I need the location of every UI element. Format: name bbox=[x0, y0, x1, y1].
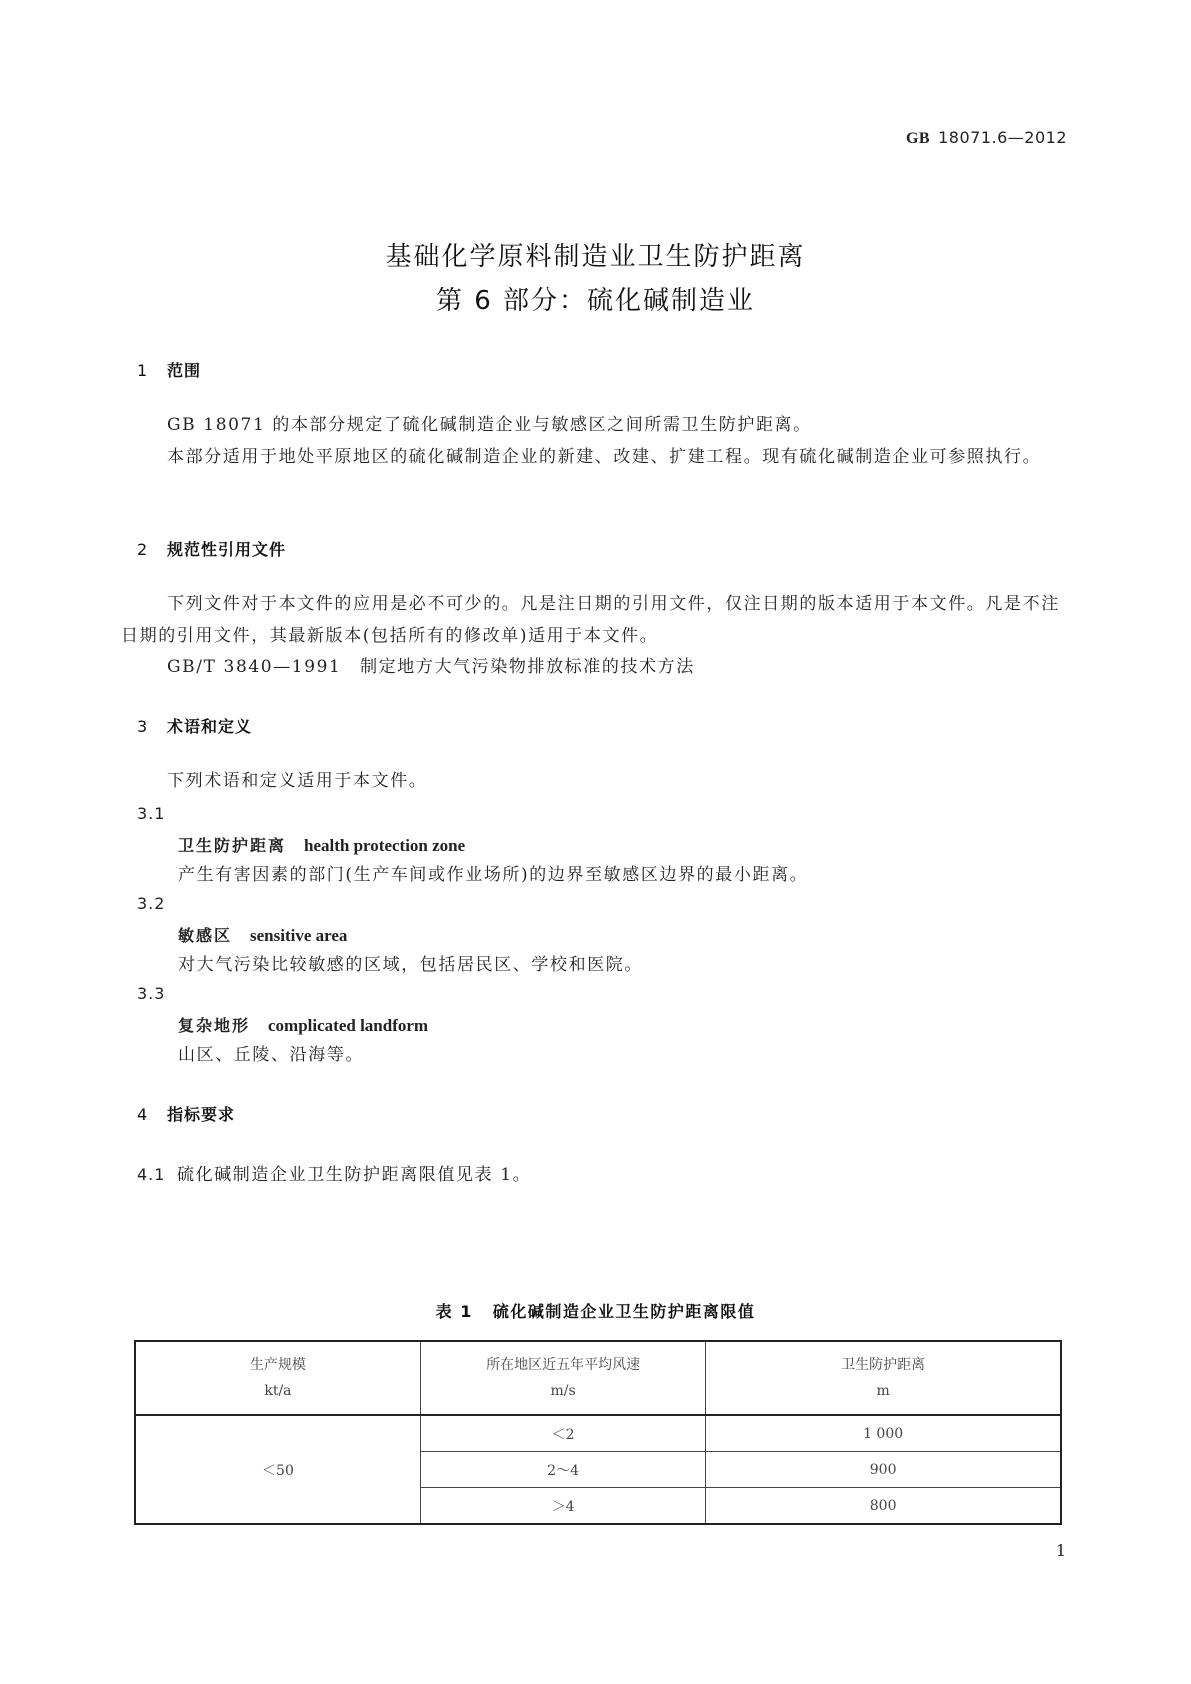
term-entry bbox=[178, 1013, 428, 1036]
term-english: sensitive area bbox=[250, 926, 348, 945]
section-1-paragraph-2: 本部分适用于地处平原地区的硫化碱制造企业的新建、改建、扩建工程。现有硫化碱制造企业可参照执行。 bbox=[167, 447, 1042, 467]
standard-number bbox=[906, 128, 1067, 148]
document-subtitle: 第 6 部分：硫化碱制造业 bbox=[435, 286, 756, 316]
section-4-heading bbox=[137, 1102, 235, 1125]
term-number: 3.2 bbox=[137, 894, 166, 913]
wind-cell: ＞4 bbox=[420, 1488, 705, 1525]
header-scale bbox=[135, 1341, 420, 1415]
header-scale-name: 生产规模 bbox=[249, 1357, 306, 1373]
term-entry bbox=[178, 923, 347, 946]
standard-code: 18071.6—2012 bbox=[938, 128, 1067, 147]
section-4-title: 指标要求 bbox=[167, 1105, 236, 1124]
term-chinese: 敏感区 bbox=[178, 926, 233, 945]
term-english: health protection zone bbox=[304, 836, 466, 855]
section-3-intro: 下列术语和定义适用于本文件。 bbox=[167, 771, 428, 791]
term-definition: 产生有害因素的部门(生产车间或作业场所)的边界至敏感区边界的最小距离。 bbox=[178, 865, 809, 885]
term-number: 3.1 bbox=[137, 804, 166, 823]
protection-distance-table bbox=[134, 1340, 1062, 1525]
normative-reference: GB/T 3840—1991 制定地方大气污染物排放标准的技术方法 bbox=[167, 657, 695, 677]
table-caption-label: 表 1 bbox=[435, 1302, 473, 1321]
header-scale-unit: kt/a bbox=[264, 1383, 292, 1399]
section-2-heading bbox=[137, 537, 286, 560]
term-entry bbox=[178, 833, 465, 856]
term-chinese: 复杂地形 bbox=[178, 1016, 251, 1035]
wind-cell: 2～4 bbox=[420, 1452, 705, 1488]
header-distance-name: 卫生防护距离 bbox=[841, 1357, 926, 1373]
term-english: complicated landform bbox=[268, 1016, 429, 1035]
header-distance bbox=[706, 1341, 1061, 1415]
section-1-paragraph-1: GB 18071 的本部分规定了硫化碱制造企业与敏感区之间所需卫生防护距离。 bbox=[167, 415, 812, 435]
wind-cell: ＜2 bbox=[420, 1415, 705, 1452]
distance-cell: 1 000 bbox=[706, 1415, 1061, 1452]
section-1-heading bbox=[137, 358, 201, 381]
section-3-number: 3 bbox=[137, 717, 149, 736]
header-wind-unit: m/s bbox=[550, 1383, 576, 1399]
table-row bbox=[135, 1415, 1061, 1452]
section-1-number: 1 bbox=[137, 361, 149, 380]
term-number: 3.3 bbox=[137, 984, 166, 1003]
clause-4-1-number: 4.1 bbox=[137, 1165, 166, 1184]
table-caption bbox=[0, 1299, 1191, 1322]
section-3-title: 术语和定义 bbox=[167, 717, 253, 736]
section-2-title: 规范性引用文件 bbox=[167, 540, 287, 559]
section-2-paragraph: 下列文件对于本文件的应用是必不可少的。凡是注日期的引用文件，仅注日期的版本适用于本文件。凡是不注日期的引用文件，其最新版本(包括所有的修改单)适用于本文件。 bbox=[121, 594, 1060, 646]
term-definition: 对大气污染比较敏感的区域，包括居民区、学校和医院。 bbox=[178, 955, 643, 975]
document-title: 基础化学原料制造业卫生防护距离 bbox=[385, 242, 806, 272]
header-wind-name: 所在地区近五年平均风速 bbox=[486, 1357, 641, 1373]
table-caption-title: 硫化碱制造企业卫生防护距离限值 bbox=[492, 1302, 756, 1321]
section-1-title: 范围 bbox=[167, 361, 202, 380]
scale-cell: ＜50 bbox=[135, 1415, 420, 1524]
section-3-heading bbox=[137, 714, 252, 737]
table-header-row bbox=[135, 1341, 1061, 1415]
header-distance-unit: m bbox=[876, 1383, 890, 1399]
term-definition: 山区、丘陵、沿海等。 bbox=[178, 1045, 364, 1065]
clause-4-1-text: 硫化碱制造企业卫生防护距离限值见表 1。 bbox=[177, 1165, 532, 1185]
distance-cell: 900 bbox=[706, 1452, 1061, 1488]
header-wind-speed bbox=[420, 1341, 705, 1415]
section-4-number: 4 bbox=[137, 1105, 149, 1124]
standard-prefix: GB bbox=[905, 130, 931, 147]
page-number: 1 bbox=[1055, 1541, 1066, 1560]
section-2-number: 2 bbox=[137, 540, 149, 559]
term-chinese: 卫生防护距离 bbox=[178, 836, 287, 855]
distance-cell: 800 bbox=[706, 1488, 1061, 1525]
clause-4-1 bbox=[137, 1160, 531, 1185]
